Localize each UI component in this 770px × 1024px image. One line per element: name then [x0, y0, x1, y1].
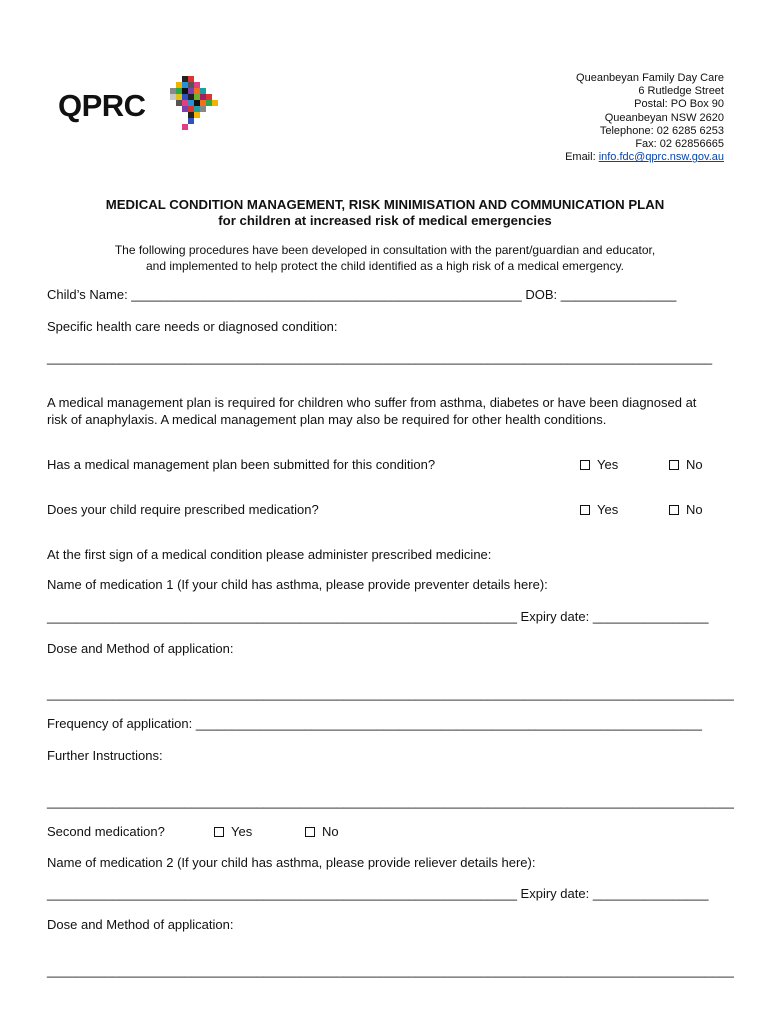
checkbox-icon[interactable] — [669, 460, 679, 470]
plan-submitted-no-option[interactable] — [669, 457, 703, 472]
checkbox-icon[interactable] — [305, 827, 315, 837]
medication-2-label: Name of medication 2 (If your child has asthma, please provide reliever details here): — [47, 855, 536, 870]
yes-label: Yes — [231, 824, 253, 839]
frequency-field[interactable]: Frequency of application: ______________________________________________________________________ — [47, 716, 702, 731]
plan-info-paragraph: A medical management plan is required for children who suffer from asthma, diabetes or have been diagnosed at risk of anaphylaxis. A medical management plan may also be required for other health conditions. — [47, 395, 697, 427]
address-line: Fax: 02 62856665 — [635, 138, 724, 151]
health-needs-label: Specific health care needs or diagnosed condition: — [47, 319, 338, 334]
yes-label: Yes — [597, 502, 619, 517]
second-medication-label: Second medication? — [47, 824, 165, 839]
no-label: No — [686, 502, 703, 517]
email-line — [565, 151, 724, 164]
checkbox-icon[interactable] — [580, 460, 590, 470]
email-label: Email: — [565, 151, 596, 164]
checkbox-icon[interactable] — [214, 827, 224, 837]
no-label: No — [686, 457, 703, 472]
question-prescribed-medication: Does your child require prescribed medication? — [47, 502, 319, 517]
medication-2-expiry-field[interactable]: _________________________________________________________________ Expiry date: ________________ — [47, 886, 709, 901]
second-medication-no-option[interactable] — [305, 824, 339, 839]
medication-1-expiry-field[interactable]: _________________________________________________________________ Expiry date: ________________ — [47, 609, 709, 624]
health-needs-field[interactable]: ____________________________________________________________________________________________ — [47, 350, 713, 365]
medication-1-label: Name of medication 1 (If your child has asthma, please provide preventer details here): — [47, 577, 548, 592]
further-instructions-label: Further Instructions: — [47, 748, 163, 763]
checkbox-icon[interactable] — [669, 505, 679, 515]
address-line: Telephone: 02 6285 6253 — [599, 124, 724, 137]
intro-line-1: The following procedures have been developed in consultation with the parent/guardian and educator, — [114, 243, 656, 257]
yes-label: Yes — [597, 457, 619, 472]
dose-method-2-label: Dose and Method of application: — [47, 917, 234, 932]
qprc-logo — [58, 74, 218, 134]
plan-submitted-yes-option[interactable] — [580, 457, 618, 472]
first-sign-instruction: At the first sign of a medical condition please administer prescribed medicine: — [47, 547, 492, 562]
logo-text: QPRC — [58, 88, 146, 123]
contact-address-block — [565, 72, 724, 164]
address-line: Queanbeyan Family Day Care — [576, 72, 724, 84]
logo-mosaic-icon — [168, 74, 228, 134]
prescribed-medication-no-option[interactable] — [669, 502, 703, 517]
address-line: 6 Rutledge Street — [638, 85, 724, 98]
further-instructions-field[interactable]: _______________________________________________________________________________________________ — [47, 794, 734, 809]
address-line: Postal: PO Box 90 — [634, 98, 724, 111]
document-title: MEDICAL CONDITION MANAGEMENT, RISK MINIMISATION AND COMMUNICATION PLAN — [105, 197, 665, 212]
childs-name-dob-field[interactable]: Child’s Name: ______________________________________________________ DOB: ________________ — [47, 287, 677, 302]
checkbox-icon[interactable] — [580, 505, 590, 515]
email-link[interactable]: info.fdc@qprc.nsw.gov.au — [598, 151, 724, 164]
dose-method-field[interactable]: _______________________________________________________________________________________________ — [47, 686, 734, 701]
dose-method-label: Dose and Method of application: — [47, 641, 234, 656]
question-plan-submitted: Has a medical management plan been submitted for this condition? — [47, 457, 436, 472]
address-line: Queanbeyan NSW 2620 — [604, 111, 724, 124]
prescribed-medication-yes-option[interactable] — [580, 502, 618, 517]
dose-method-2-field[interactable]: _______________________________________________________________________________________________ — [47, 963, 734, 978]
intro-line-2: and implemented to help protect the child identified as a high risk of a medical emergency. — [145, 259, 625, 273]
document-subtitle: for children at increased risk of medical emergencies — [218, 213, 552, 228]
second-medication-yes-option[interactable] — [214, 824, 252, 839]
no-label: No — [322, 824, 339, 839]
